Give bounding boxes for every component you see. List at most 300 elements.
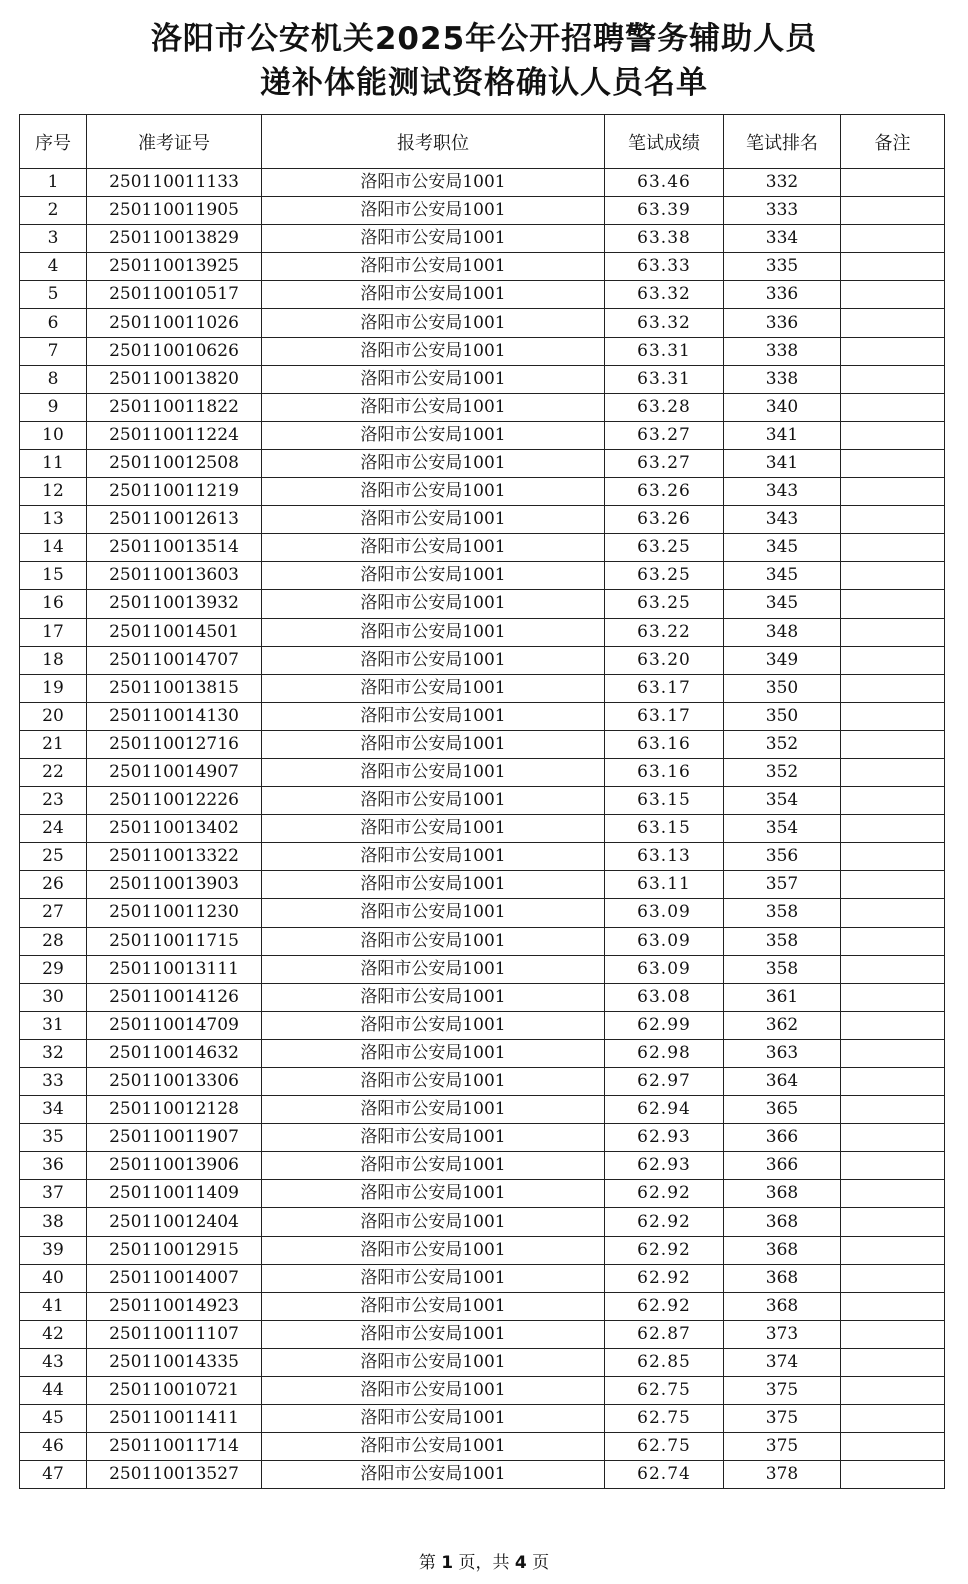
- cell-remarks: [841, 1124, 945, 1152]
- col-header-index: 序号: [20, 115, 87, 169]
- cell-index: 36: [20, 1152, 87, 1180]
- cell-rank: 354: [724, 815, 841, 843]
- cell-remarks: [841, 1152, 945, 1180]
- cell-position: 洛阳市公安局1001: [262, 506, 605, 534]
- cell-rank: 341: [724, 449, 841, 477]
- cell-position: 洛阳市公安局1001: [262, 1236, 605, 1264]
- cell-exam-id: 250110014335: [87, 1348, 262, 1376]
- cell-rank: 345: [724, 590, 841, 618]
- table-row: [20, 646, 945, 674]
- cell-rank: 368: [724, 1264, 841, 1292]
- col-header-score: 笔试成绩: [605, 115, 724, 169]
- cell-exam-id: 250110013322: [87, 843, 262, 871]
- cell-index: 45: [20, 1405, 87, 1433]
- cell-score: 63.17: [605, 674, 724, 702]
- table-body: [20, 169, 945, 1489]
- cell-score: 63.25: [605, 562, 724, 590]
- table-row: [20, 1236, 945, 1264]
- cell-rank: 375: [724, 1377, 841, 1405]
- table-row: [20, 787, 945, 815]
- cell-rank: 368: [724, 1208, 841, 1236]
- page-footer: [0, 1548, 968, 1573]
- cell-exam-id: 250110011133: [87, 169, 262, 197]
- cell-exam-id: 250110010721: [87, 1377, 262, 1405]
- cell-remarks: [841, 1039, 945, 1067]
- cell-index: 5: [20, 281, 87, 309]
- cell-position: 洛阳市公安局1001: [262, 1096, 605, 1124]
- cell-index: 32: [20, 1039, 87, 1067]
- table-row: [20, 562, 945, 590]
- cell-remarks: [841, 646, 945, 674]
- cell-index: 23: [20, 787, 87, 815]
- cell-position: 洛阳市公安局1001: [262, 899, 605, 927]
- cell-position: 洛阳市公安局1001: [262, 927, 605, 955]
- cell-index: 21: [20, 730, 87, 758]
- cell-remarks: [841, 815, 945, 843]
- cell-remarks: [841, 1208, 945, 1236]
- cell-position: 洛阳市公安局1001: [262, 1292, 605, 1320]
- cell-score: 63.17: [605, 702, 724, 730]
- cell-exam-id: 250110013527: [87, 1461, 262, 1489]
- cell-index: 22: [20, 758, 87, 786]
- cell-index: 1: [20, 169, 87, 197]
- cell-position: 洛阳市公安局1001: [262, 590, 605, 618]
- cell-rank: 338: [724, 337, 841, 365]
- cell-exam-id: 250110013906: [87, 1152, 262, 1180]
- cell-exam-id: 250110012613: [87, 506, 262, 534]
- cell-index: 42: [20, 1320, 87, 1348]
- cell-score: 63.15: [605, 787, 724, 815]
- cell-index: 37: [20, 1180, 87, 1208]
- cell-exam-id: 250110013514: [87, 534, 262, 562]
- cell-remarks: [841, 478, 945, 506]
- table-row: [20, 618, 945, 646]
- cell-exam-id: 250110011907: [87, 1124, 262, 1152]
- cell-score: 63.09: [605, 899, 724, 927]
- cell-score: 63.26: [605, 478, 724, 506]
- cell-remarks: [841, 1377, 945, 1405]
- cell-exam-id: 250110014709: [87, 1011, 262, 1039]
- cell-position: 洛阳市公安局1001: [262, 1377, 605, 1405]
- cell-score: 62.85: [605, 1348, 724, 1376]
- cell-score: 63.38: [605, 225, 724, 253]
- cell-position: 洛阳市公安局1001: [262, 562, 605, 590]
- cell-remarks: [841, 1292, 945, 1320]
- cell-rank: 350: [724, 674, 841, 702]
- cell-position: 洛阳市公安局1001: [262, 843, 605, 871]
- table-row: [20, 1461, 945, 1489]
- cell-position: 洛阳市公安局1001: [262, 337, 605, 365]
- cell-rank: 345: [724, 534, 841, 562]
- cell-remarks: [841, 309, 945, 337]
- cell-rank: 333: [724, 197, 841, 225]
- cell-exam-id: 250110013829: [87, 225, 262, 253]
- cell-exam-id: 250110011822: [87, 393, 262, 421]
- cell-index: 10: [20, 421, 87, 449]
- cell-index: 41: [20, 1292, 87, 1320]
- cell-score: 62.75: [605, 1405, 724, 1433]
- cell-index: 16: [20, 590, 87, 618]
- cell-position: 洛阳市公安局1001: [262, 169, 605, 197]
- cell-score: 63.09: [605, 927, 724, 955]
- cell-remarks: [841, 1433, 945, 1461]
- cell-rank: 375: [724, 1433, 841, 1461]
- cell-exam-id: 250110013306: [87, 1068, 262, 1096]
- cell-remarks: [841, 1068, 945, 1096]
- cell-remarks: [841, 197, 945, 225]
- cell-rank: 358: [724, 955, 841, 983]
- cell-rank: 345: [724, 562, 841, 590]
- cell-index: 3: [20, 225, 87, 253]
- cell-score: 63.31: [605, 337, 724, 365]
- col-header-position: 报考职位: [262, 115, 605, 169]
- cell-position: 洛阳市公安局1001: [262, 478, 605, 506]
- table-row: [20, 197, 945, 225]
- cell-index: 6: [20, 309, 87, 337]
- table-row: [20, 843, 945, 871]
- cell-exam-id: 250110011714: [87, 1433, 262, 1461]
- cell-index: 30: [20, 983, 87, 1011]
- cell-remarks: [841, 1348, 945, 1376]
- cell-index: 31: [20, 1011, 87, 1039]
- cell-score: 63.27: [605, 449, 724, 477]
- table-row: [20, 1180, 945, 1208]
- cell-index: 8: [20, 365, 87, 393]
- cell-score: 62.92: [605, 1264, 724, 1292]
- cell-exam-id: 250110013820: [87, 365, 262, 393]
- cell-score: 63.16: [605, 730, 724, 758]
- cell-rank: 373: [724, 1320, 841, 1348]
- cell-remarks: [841, 562, 945, 590]
- cell-position: 洛阳市公安局1001: [262, 1264, 605, 1292]
- cell-score: 62.75: [605, 1433, 724, 1461]
- cell-score: 63.26: [605, 506, 724, 534]
- cell-exam-id: 250110014501: [87, 618, 262, 646]
- cell-exam-id: 250110011230: [87, 899, 262, 927]
- cell-score: 62.94: [605, 1096, 724, 1124]
- cell-remarks: [841, 1236, 945, 1264]
- table-row: [20, 1039, 945, 1067]
- col-header-rank: 笔试排名: [724, 115, 841, 169]
- cell-score: 63.39: [605, 197, 724, 225]
- col-header-remarks: 备注: [841, 115, 945, 169]
- cell-score: 62.92: [605, 1208, 724, 1236]
- cell-position: 洛阳市公安局1001: [262, 702, 605, 730]
- cell-position: 洛阳市公安局1001: [262, 1320, 605, 1348]
- cell-rank: 361: [724, 983, 841, 1011]
- cell-exam-id: 250110014130: [87, 702, 262, 730]
- table-row: [20, 253, 945, 281]
- table-row: [20, 1011, 945, 1039]
- cell-index: 29: [20, 955, 87, 983]
- cell-position: 洛阳市公安局1001: [262, 758, 605, 786]
- cell-index: 27: [20, 899, 87, 927]
- cell-rank: 336: [724, 281, 841, 309]
- table-header-row: [20, 115, 945, 169]
- table-row: [20, 1068, 945, 1096]
- col-header-exam-id: 准考证号: [87, 115, 262, 169]
- cell-position: 洛阳市公安局1001: [262, 1152, 605, 1180]
- cell-index: 11: [20, 449, 87, 477]
- candidate-table: [19, 114, 945, 1489]
- cell-position: 洛阳市公安局1001: [262, 674, 605, 702]
- cell-remarks: [841, 758, 945, 786]
- table-row: [20, 534, 945, 562]
- cell-index: 4: [20, 253, 87, 281]
- cell-index: 15: [20, 562, 87, 590]
- table-row: [20, 871, 945, 899]
- cell-remarks: [841, 534, 945, 562]
- table-row: [20, 758, 945, 786]
- cell-exam-id: 250110013111: [87, 955, 262, 983]
- cell-rank: 335: [724, 253, 841, 281]
- cell-position: 洛阳市公安局1001: [262, 449, 605, 477]
- cell-exam-id: 250110013903: [87, 871, 262, 899]
- table-row: [20, 1405, 945, 1433]
- table-row: [20, 506, 945, 534]
- table-row: [20, 899, 945, 927]
- cell-score: 62.97: [605, 1068, 724, 1096]
- table-row: [20, 983, 945, 1011]
- table-row: [20, 449, 945, 477]
- cell-exam-id: 250110011224: [87, 421, 262, 449]
- cell-position: 洛阳市公安局1001: [262, 1208, 605, 1236]
- cell-rank: 358: [724, 927, 841, 955]
- cell-remarks: [841, 225, 945, 253]
- footer-prefix: 第: [418, 1553, 436, 1573]
- cell-exam-id: 250110010626: [87, 337, 262, 365]
- document-title-line1: 洛阳市公安机关2025年公开招聘警务辅助人员: [150, 21, 818, 57]
- cell-remarks: [841, 337, 945, 365]
- table-row: [20, 927, 945, 955]
- cell-remarks: [841, 590, 945, 618]
- cell-position: 洛阳市公安局1001: [262, 955, 605, 983]
- cell-rank: 374: [724, 1348, 841, 1376]
- cell-rank: 366: [724, 1124, 841, 1152]
- table-row: [20, 309, 945, 337]
- cell-rank: 362: [724, 1011, 841, 1039]
- cell-remarks: [841, 955, 945, 983]
- cell-remarks: [841, 281, 945, 309]
- cell-score: 62.98: [605, 1039, 724, 1067]
- cell-position: 洛阳市公安局1001: [262, 309, 605, 337]
- cell-rank: 364: [724, 1068, 841, 1096]
- cell-rank: 368: [724, 1236, 841, 1264]
- cell-score: 62.92: [605, 1292, 724, 1320]
- cell-rank: 332: [724, 169, 841, 197]
- table-row: [20, 815, 945, 843]
- cell-exam-id: 250110013932: [87, 590, 262, 618]
- cell-score: 63.31: [605, 365, 724, 393]
- cell-index: 7: [20, 337, 87, 365]
- cell-rank: 341: [724, 421, 841, 449]
- cell-rank: 343: [724, 478, 841, 506]
- cell-position: 洛阳市公安局1001: [262, 1405, 605, 1433]
- cell-score: 63.08: [605, 983, 724, 1011]
- cell-position: 洛阳市公安局1001: [262, 1348, 605, 1376]
- cell-index: 26: [20, 871, 87, 899]
- table-row: [20, 393, 945, 421]
- cell-index: 33: [20, 1068, 87, 1096]
- cell-score: 63.28: [605, 393, 724, 421]
- cell-score: 63.09: [605, 955, 724, 983]
- cell-position: 洛阳市公安局1001: [262, 1124, 605, 1152]
- table-row: [20, 1264, 945, 1292]
- table-row: [20, 169, 945, 197]
- cell-score: 63.11: [605, 871, 724, 899]
- cell-exam-id: 250110014923: [87, 1292, 262, 1320]
- cell-rank: 340: [724, 393, 841, 421]
- table-row: [20, 674, 945, 702]
- cell-rank: 338: [724, 365, 841, 393]
- cell-rank: 343: [724, 506, 841, 534]
- cell-exam-id: 250110012508: [87, 449, 262, 477]
- table-row: [20, 1096, 945, 1124]
- footer-page-number: 1: [441, 1553, 454, 1573]
- cell-remarks: [841, 927, 945, 955]
- table-row: [20, 1124, 945, 1152]
- cell-position: 洛阳市公安局1001: [262, 225, 605, 253]
- cell-exam-id: 250110013603: [87, 562, 262, 590]
- cell-index: 47: [20, 1461, 87, 1489]
- cell-score: 62.74: [605, 1461, 724, 1489]
- cell-position: 洛阳市公安局1001: [262, 253, 605, 281]
- cell-position: 洛阳市公安局1001: [262, 281, 605, 309]
- cell-exam-id: 250110011107: [87, 1320, 262, 1348]
- cell-exam-id: 250110013925: [87, 253, 262, 281]
- cell-exam-id: 250110012226: [87, 787, 262, 815]
- table-row: [20, 421, 945, 449]
- cell-index: 40: [20, 1264, 87, 1292]
- cell-score: 63.33: [605, 253, 724, 281]
- cell-remarks: [841, 506, 945, 534]
- footer-total-pages: 4: [514, 1553, 527, 1573]
- cell-index: 28: [20, 927, 87, 955]
- cell-exam-id: 250110011409: [87, 1180, 262, 1208]
- cell-score: 63.25: [605, 534, 724, 562]
- cell-index: 43: [20, 1348, 87, 1376]
- cell-remarks: [841, 169, 945, 197]
- cell-rank: 336: [724, 309, 841, 337]
- table-row: [20, 365, 945, 393]
- cell-remarks: [841, 618, 945, 646]
- cell-remarks: [841, 674, 945, 702]
- cell-remarks: [841, 1461, 945, 1489]
- table-row: [20, 702, 945, 730]
- cell-rank: 365: [724, 1096, 841, 1124]
- cell-position: 洛阳市公安局1001: [262, 1068, 605, 1096]
- cell-score: 62.75: [605, 1377, 724, 1405]
- cell-remarks: [841, 1011, 945, 1039]
- cell-score: 63.22: [605, 618, 724, 646]
- cell-score: 63.13: [605, 843, 724, 871]
- cell-remarks: [841, 1405, 945, 1433]
- cell-position: 洛阳市公安局1001: [262, 197, 605, 225]
- cell-exam-id: 250110014007: [87, 1264, 262, 1292]
- cell-position: 洛阳市公安局1001: [262, 815, 605, 843]
- cell-position: 洛阳市公安局1001: [262, 1039, 605, 1067]
- cell-score: 63.32: [605, 309, 724, 337]
- cell-index: 39: [20, 1236, 87, 1264]
- cell-remarks: [841, 449, 945, 477]
- table-row: [20, 1377, 945, 1405]
- cell-index: 46: [20, 1433, 87, 1461]
- cell-exam-id: 250110014632: [87, 1039, 262, 1067]
- cell-score: 62.87: [605, 1320, 724, 1348]
- cell-index: 13: [20, 506, 87, 534]
- cell-position: 洛阳市公安局1001: [262, 618, 605, 646]
- cell-exam-id: 250110011026: [87, 309, 262, 337]
- cell-exam-id: 250110011411: [87, 1405, 262, 1433]
- cell-rank: 375: [724, 1405, 841, 1433]
- cell-index: 18: [20, 646, 87, 674]
- cell-score: 63.32: [605, 281, 724, 309]
- cell-remarks: [841, 983, 945, 1011]
- cell-rank: 334: [724, 225, 841, 253]
- cell-rank: 357: [724, 871, 841, 899]
- cell-exam-id: 250110012716: [87, 730, 262, 758]
- cell-position: 洛阳市公安局1001: [262, 1433, 605, 1461]
- cell-rank: 350: [724, 702, 841, 730]
- cell-exam-id: 250110014707: [87, 646, 262, 674]
- cell-remarks: [841, 843, 945, 871]
- cell-index: 9: [20, 393, 87, 421]
- cell-index: 2: [20, 197, 87, 225]
- cell-remarks: [841, 1264, 945, 1292]
- cell-remarks: [841, 787, 945, 815]
- cell-score: 62.93: [605, 1152, 724, 1180]
- cell-exam-id: 250110013402: [87, 815, 262, 843]
- cell-remarks: [841, 393, 945, 421]
- cell-position: 洛阳市公安局1001: [262, 871, 605, 899]
- cell-score: 63.16: [605, 758, 724, 786]
- cell-remarks: [841, 1180, 945, 1208]
- cell-exam-id: 250110011219: [87, 478, 262, 506]
- cell-index: 34: [20, 1096, 87, 1124]
- footer-suffix: 页: [532, 1553, 550, 1573]
- cell-rank: 354: [724, 787, 841, 815]
- cell-position: 洛阳市公安局1001: [262, 365, 605, 393]
- cell-score: 63.20: [605, 646, 724, 674]
- cell-rank: 366: [724, 1152, 841, 1180]
- cell-remarks: [841, 871, 945, 899]
- cell-score: 62.99: [605, 1011, 724, 1039]
- cell-exam-id: 250110012128: [87, 1096, 262, 1124]
- cell-remarks: [841, 253, 945, 281]
- cell-exam-id: 250110010517: [87, 281, 262, 309]
- cell-exam-id: 250110013815: [87, 674, 262, 702]
- cell-index: 19: [20, 674, 87, 702]
- cell-position: 洛阳市公安局1001: [262, 983, 605, 1011]
- table-row: [20, 1208, 945, 1236]
- cell-score: 63.27: [605, 421, 724, 449]
- table-row: [20, 1348, 945, 1376]
- cell-position: 洛阳市公安局1001: [262, 421, 605, 449]
- table-row: [20, 337, 945, 365]
- table-row: [20, 1292, 945, 1320]
- cell-score: 63.46: [605, 169, 724, 197]
- cell-remarks: [841, 365, 945, 393]
- cell-index: 35: [20, 1124, 87, 1152]
- cell-exam-id: 250110012915: [87, 1236, 262, 1264]
- cell-index: 24: [20, 815, 87, 843]
- table-row: [20, 478, 945, 506]
- cell-position: 洛阳市公安局1001: [262, 1461, 605, 1489]
- cell-rank: 363: [724, 1039, 841, 1067]
- cell-exam-id: 250110011905: [87, 197, 262, 225]
- cell-position: 洛阳市公安局1001: [262, 646, 605, 674]
- cell-exam-id: 250110014126: [87, 983, 262, 1011]
